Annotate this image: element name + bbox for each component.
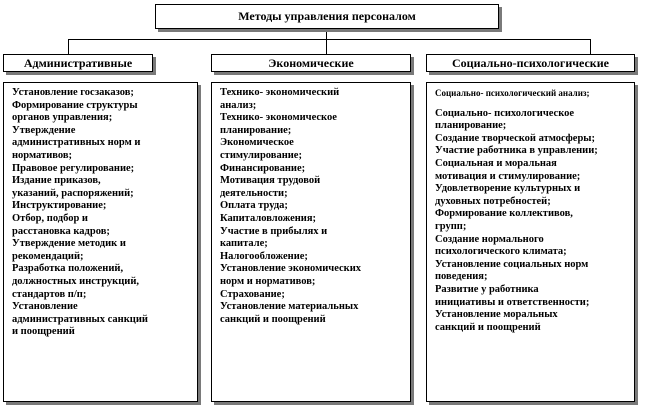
column-header-economic [211,54,411,72]
list-item: Создание творческой атмосферы; [435,132,595,144]
column-header-administrative-text: Административные [23,55,133,70]
column-list-social [426,82,635,402]
list-item: Установление моральных санкций и поощрений [435,309,558,333]
list-item: Создание нормального психологического климата; [435,233,567,258]
diagram-title-text: Методы управления персоналом [238,9,416,23]
list-item: Установление материальных санкций и поощрений [220,301,359,325]
list-item: Налогообложение; [220,250,308,262]
connector-branch-right [590,39,591,54]
column-header-social-text: Социально-психологические [452,55,609,70]
list-item: Правовое регулирование; [12,162,135,174]
list-item: Технико- экономический анализ; [220,87,340,111]
list-item: Разработка положений, должностных инструкций, стандартов п/п; [12,263,139,300]
list-item: Издание приказов, указаний, распоряжений; [12,175,134,199]
list-item: Участие в прибылях и капитале; [220,225,328,250]
list-item: Удовлетворение культурных и духовных потребностей; [435,183,581,207]
list-item: Участие работника в управлении; [435,145,598,157]
connector-trunk [326,29,327,39]
connector-horizontal [68,39,591,40]
list-item: Социальная и моральная мотивация и стимулирование; [435,157,581,182]
list-item: Оплата труда; [220,200,288,212]
column-header-administrative [3,54,153,72]
list-item: Утверждение методик и рекомендаций; [12,238,126,262]
diagram-title [155,4,499,29]
list-item: Установление административных санкций и поощрений [12,301,148,338]
connector-branch-middle [326,39,327,54]
list-item: Страхование; [220,288,285,300]
column-list-economic [211,82,411,402]
list-item: Установление госзаказов; [12,87,134,98]
list-item: Отбор, подбор и расстановка кадров; [12,212,110,237]
list-item: Утверждение административных норм и нормативов; [12,124,141,161]
list-item: Установление экономических норм и нормативов; [220,263,361,287]
list-item: Инструктирование; [12,200,107,212]
list-item: Финансирование; [220,162,306,174]
list-item: Капиталовложения; [220,212,317,224]
list-item: Мотивация трудовой деятельности; [220,175,321,199]
list-item: Установление социальных норм поведения; [435,258,589,283]
list-item: Экономическое стимулирование; [220,137,302,161]
column-header-social [426,54,635,72]
column-list-administrative [3,82,198,402]
list-item: Социально- психологический анализ; [435,88,590,98]
list-item: Формирование коллективов, групп; [435,208,573,232]
list-item: Формирование структуры органов управления; [12,99,138,124]
list-item: Развитие у работника инициативы и ответственности; [435,283,590,308]
connector-branch-left [68,39,69,54]
list-item: Социально- психологическое планирование; [435,107,575,132]
list-item: Технико- экономическое планирование; [220,112,337,136]
column-header-economic-text: Экономические [268,55,354,70]
